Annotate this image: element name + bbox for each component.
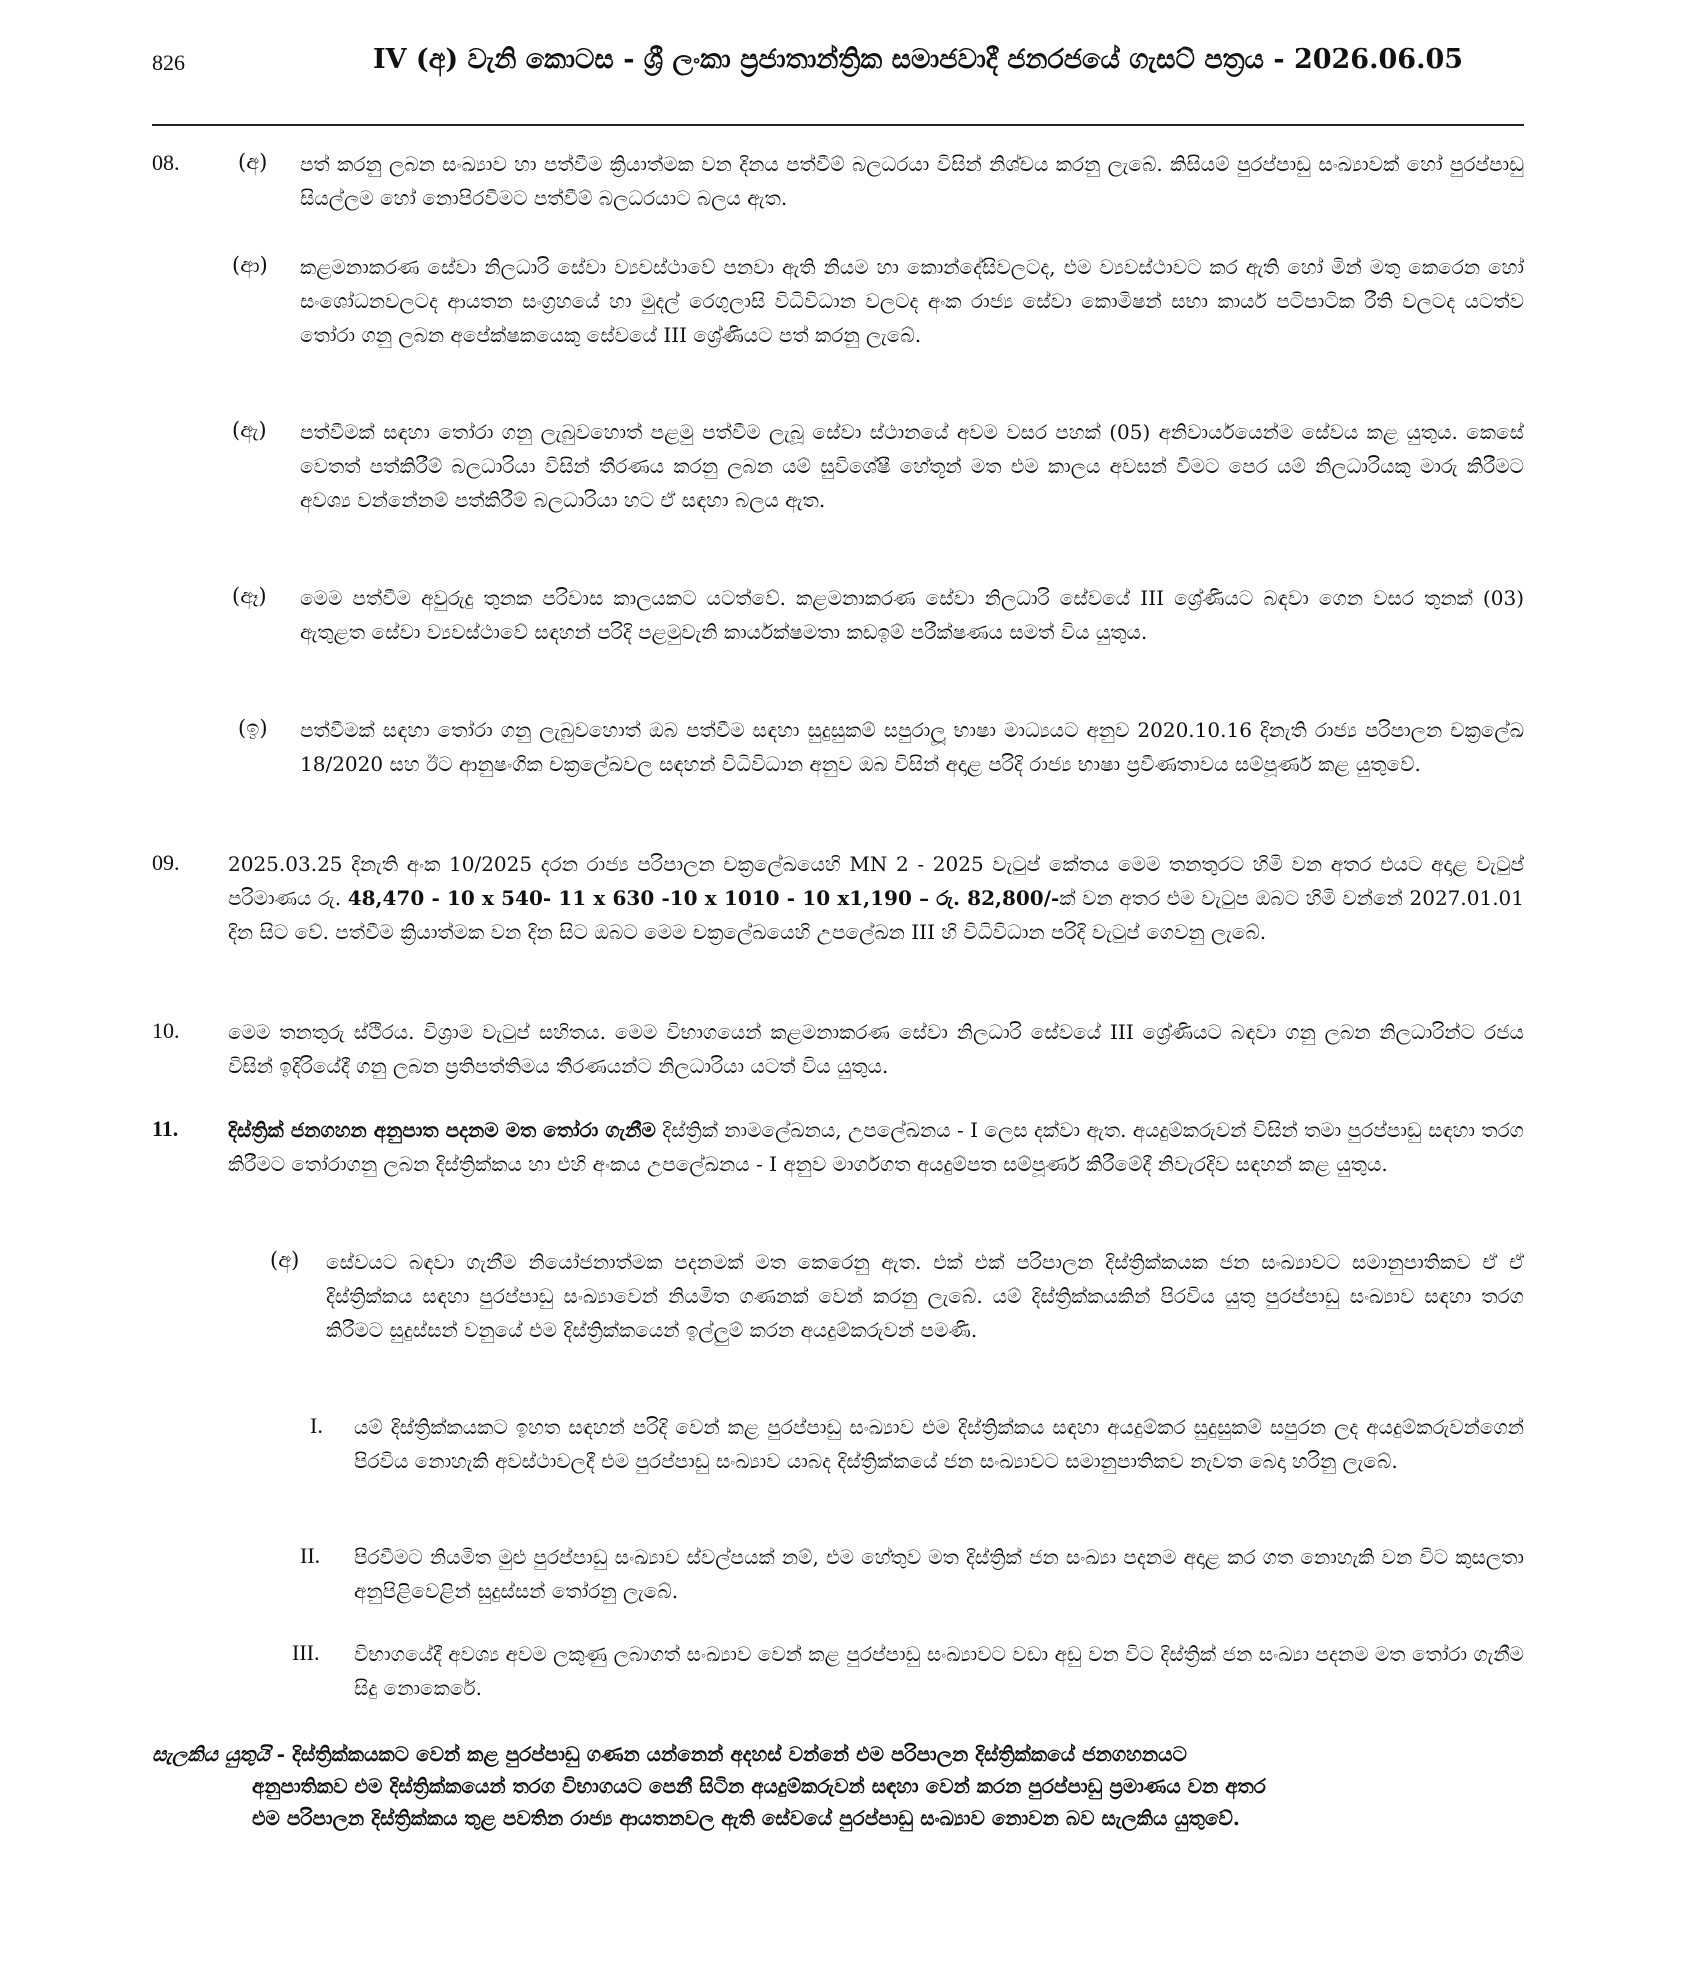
roman-label-3: III. <box>292 1640 320 1665</box>
roman-label-1: I. <box>310 1413 323 1438</box>
clause-label-08i: (ඉ) <box>238 716 268 740</box>
clause-label-11a: (අ) <box>270 1248 300 1272</box>
clause-08ae: පත්වීමක් සඳහා තෝරා ගනු ලැබුවහොත් පළමු පත්වීම ලැබූ සේවා ස්ථානයේ අවම වසර පහක් (05) අනිවාර්යයෙන්ම සේවය කළ යුතුය. කෙසේ වෙතත් පත්කිරීම් බලධාරියා විසින් තීරණය කරනු ලබන යම් සුවිශේෂී හේතූන් මත එම කාලය අවසන් වීමට පෙර යම් නිලධාරියකු මාරු කිරීමට අවශ්‍ය වන්නේනම් පත්කිරීම් බලධාරියා හට ඒ සඳහා බලය ඇත. <box>300 420 1524 512</box>
roman-item-1: යම් දිස්ත්‍රික්කයකට ඉහත සඳහන් පරිදි වෙන් කළ පුරප්පාඩු සංඛ්‍යාව එම දිස්ත්‍රික්කය සඳහා අයදුම්කර සුදුසුකම් සපුරන ලද අයදුම්කරුවන්ගෙන් පිරවිය නොහැකි අවස්ථාවලදී එම පුරප්පාඩු සංඛ්‍යාව යාබද දිස්ත්‍රික්කයේ ජන සංඛ්‍යාවට සමානුපාතිකව නැවත බෙදා හරිනු ලැබේ. <box>354 1415 1524 1473</box>
note-line-3: එම පරිපාලන දිස්ත්‍රික්කය තුළ පවතින රාජ්‍ය ආයතනවල ඇති සේවයේ පුරප්පාඩු සංඛ්‍යාව නොවන බව සැලකිය යුතුවේ. <box>252 1806 1240 1830</box>
note-line-1 <box>152 1738 1524 1770</box>
roman-item-2: පිරවීමට නියමිත මුළු පුරප්පාඩු සංඛ්‍යාව ස්වල්පයක් නම්, එම හේතුව මත දිස්ත්‍රික් ජන සංඛ්‍යා පදනම අදාළ කර ගත නොහැකි වන විට කුසලතා අනුපිළිවෙළින් සුදුස්සන් තෝරනු ලැබේ. <box>354 1545 1524 1603</box>
roman-item-3: විභාගයේදී අවශ්‍ය අවම ලකුණු ලබාගත් සංඛ්‍යාව වෙන් කළ පුරප්පාඩු සංඛ්‍යාවට වඩා අඩු වන විට දිස්ත්‍රික් ජන සංඛ්‍යා පදනම මත තෝරා ගැනීම සිදු නොකෙරේ. <box>354 1642 1524 1700</box>
note-lead: සැලකිය යුතුයි - <box>152 1742 293 1766</box>
clause-label-08aee: (ඈ) <box>232 584 267 608</box>
section-number-10: 10. <box>152 1018 180 1043</box>
section-number-09: 09. <box>152 850 180 875</box>
section-09-tail: ක් වන අතර එම වැටුප ඔබට හිමි වන්නේ 2027.01.01 දින සිට වේ. පත්වීම ක්‍රියාත්මක වන දින සිට ඔබට මෙම චක්‍රලේඛයෙහි උපලේඛන III හි විධිවිධාන පරිදි වැටුප් ගෙවනු ලැබේ. <box>228 886 1525 944</box>
clause-label-08a: (අ) <box>238 150 268 174</box>
section-number-11: 11. <box>152 1116 179 1141</box>
note-line-2: අනුපාතිකව එම දිස්ත්‍රික්කයෙන් තරග විභාගයට පෙනී සිටින අයදුම්කරුවන් සඳහා වෙන් කරන පුරප්පාඩු ප්‍රමාණය වන අතර <box>252 1774 1266 1798</box>
note-line-1-text: දිස්ත්‍රික්කයකට වෙන් කළ පුරප්පාඩු ගණන යන්නෙන් අදහස් වන්නේ එම පරිපාලන දිස්ත්‍රික්කයේ ජනගහනයට <box>292 1742 1187 1766</box>
section-09-text <box>228 847 1524 949</box>
clause-label-08aa: (ආ) <box>232 253 268 277</box>
section-11-body: දිස්ත්‍රික් නාමලේඛනය, උපලේඛනය - I ලෙස දක්වා ඇත. අයදුම්කරුවන් විසින් තමා පුරප්පාඩු සඳහා තරග කිරීමට තෝරාගනු ලබන දිස්ත්‍රික්කය හා එහි අංකය උපලේඛනය - I අනුව මාර්ගගත අයදුම්පත සම්පූර්ණ කිරීමේදී නිවැරදිව සඳහන් කළ යුතුය. <box>228 1118 1524 1176</box>
clause-11a: සේවයට බඳවා ගැනීම නියෝජනාත්මක පදනමක් මත කෙරෙනු ඇත. එක් එක් පරිපාලන දිස්ත්‍රික්කයක ජන සංඛ්‍යාවට සමානුපාතිකව ඒ ඒ දිස්ත්‍රික්කය සඳහා පුරප්පාඩු සංඛ්‍යාවෙන් නියමිත ගණනක් වෙන් කරනු ලැබේ. යම් දිස්ත්‍රික්කයකින් පිරවිය යුතු පුරප්පාඩු සංඛ්‍යාව සඳහා තරග කිරීමට සුදුස්සන් වනුයේ එම දිස්ත්‍රික්කයෙන් ඉල්ලුම් කරන අයදුම්කරුවන් පමණි. <box>326 1250 1524 1342</box>
page-header <box>152 44 1524 126</box>
clause-label-08ae: (ඇ) <box>232 418 267 442</box>
gazette-title: IV (අ) වැනි කොටස - ශ්‍රී ලංකා ප්‍රජාතාන්ත්‍රික සමාජවාදී ජනරජයේ ගැසට් පත්‍රය - 2026.06.05 <box>372 44 1464 75</box>
clause-08aa: කළමනාකරණ සේවා නිලධාරි සේවා ව්‍යවස්ථාවේ පනවා ඇති නියම හා කොන්දේසිවලටද, එම ව්‍යවස්ථාවට කර ඇති හෝ මින් මතු කෙරෙන හෝ සංශෝධනවලටද ආයතන සංග්‍රහයේ හා මුදල් රෙගුලාසි විධිවිධාන වලටද අංක රාජ්‍ය සේවා කොමිෂන් සභා කාර්ය පටිපාටික රීති වලටද යටත්ව තෝරා ගනු ලබන අපේක්ෂකයෙකු සේවයේ III ශ්‍රේණියට පත් කරනු ලැබේ. <box>300 255 1524 347</box>
section-11-heading: දිස්ත්‍රික් ජනගහන අනුපාත පදනම මත තෝරා ගැනීම <box>228 1118 656 1142</box>
section-number-08: 08. <box>152 150 180 175</box>
page-number: 826 <box>152 50 185 75</box>
clause-08a: පත් කරනු ලබන සංඛ්‍යාව හා පත්වීම ක්‍රියාත්මක වන දිනය පත්වීම් බලධරයා විසින් නිශ්චය කරනු ලැබේ. කිසියම් පුරප්පාඩු සංඛ්‍යාවක් හෝ පුරප්පාඩු සියල්ලම හෝ නොපිරවීමට පත්වීම් බලධරයාට බලය ඇත. <box>300 152 1524 210</box>
clause-08aee: මෙම පත්වීම අවුරුදු තුනක පරිවාස කාලයකට යටත්වේ. කළමනාකරණ සේවා නිලධාරි සේවයේ III ශ්‍රේණියට බඳවා ගෙන වසර තුනක් (03) ඇතුළත සේවා ව්‍යවස්ථාවේ සඳහන් පරිදි පළමුවැනි කාර්යක්ෂමතා කඩඉම් පරීක්ෂණය සමත් විය යුතුය. <box>300 586 1524 644</box>
section-11-text <box>228 1113 1524 1181</box>
roman-label-2: II. <box>300 1543 321 1568</box>
clause-08i: පත්වීමක් සඳහා තෝරා ගනු ලැබුවහොත් ඔබ පත්වීම සඳහා සුදුසුකම් සපුරාලූ භාෂා මාධ්‍යයට අනුව 2020.10.16 දිනැති රාජ්‍ය පරිපාලන චක්‍රලේඛ 18/2020 සහ ඊට ආනුෂංගික චක්‍රලේඛවල සඳහන් විධිවිධාන අනුව ඔබ විසින් අදාළ පරිදි රාජ්‍ය භාෂා ප්‍රවීණතාවය සම්පූර්ණ කළ යුතුවේ. <box>300 718 1524 776</box>
note-block <box>152 1738 1524 1834</box>
salary-scale: 48,470 - 10 x 540- 11 x 630 -10 x 1010 - 10 x1,190 – රු. 82,800/- <box>347 886 1060 910</box>
section-09-lead: 2025.03.25 දිනැති අංක 10/2025 දරන රාජ්‍ය පරිපාලන චක්‍රලේඛයෙහි MN 2 - 2025 වැටුප් කේතය මෙම තනතුරට හිමි වන අතර එයට අදාළ වැටුප් පරිමාණය රු. <box>228 852 1524 910</box>
section-10-text: මෙම තනතුරු ස්ථිරය. විශ්‍රාම වැටුප් සහිතය. මෙම විභාගයෙන් කළමනාකරණ සේවා නිලධාරි සේවයේ III ශ්‍රේණියට බඳවා ගනු ලබන නිලධාරින්ට රජය විසින් ඉදිරියේදී ගනු ලබන ප්‍රතිපත්තිමය තීරණයන්ට නිලධාරියා යටත් විය යුතුය. <box>228 1020 1524 1078</box>
